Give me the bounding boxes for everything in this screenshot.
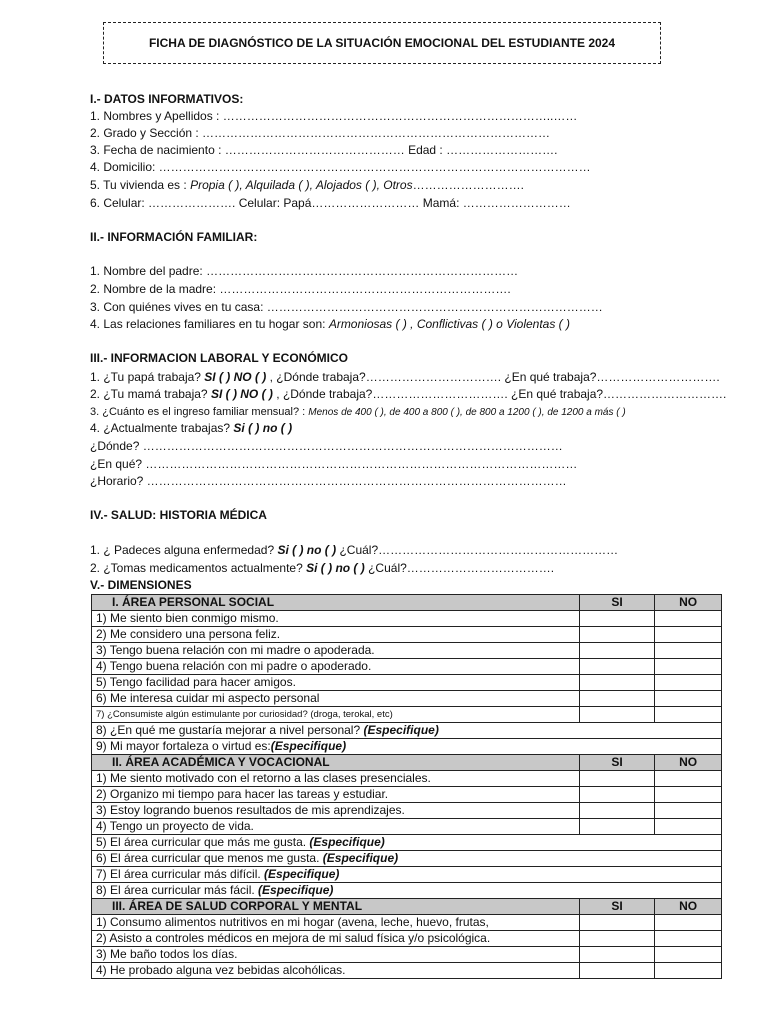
si-cell[interactable] [579,963,654,979]
relaciones-options: Armoniosas ( ) , Conflictivas ( ) o Violentas ( ) [328,317,570,331]
table-row [92,851,722,867]
row-label: 4) Tengo un proyecto de vida. [92,819,580,835]
table-row [92,739,722,755]
field-relaciones [90,316,570,332]
no-cell[interactable] [655,627,722,643]
field-papa-trabaja [90,369,720,385]
col-si: SI [579,755,654,771]
no-cell[interactable] [655,691,722,707]
field-grado: 2. Grado y Sección : …………………………………………………………………………… [90,126,551,140]
row-specify[interactable] [92,739,722,755]
table-row [92,627,722,643]
si-cell[interactable] [579,819,654,835]
table-row [92,675,722,691]
field-domicilio: 4. Domicilio: ……………………………………………………………………………………………… [90,160,591,174]
mama-options: SI ( ) NO ( ) [210,387,273,401]
no-cell[interactable] [655,803,722,819]
no-cell[interactable] [655,963,722,979]
table-row [92,723,722,739]
row-label: 3) Tengo buena relación con mi madre o apoderada. [92,643,580,659]
specify-label: (Especifique) [309,835,385,849]
si-cell[interactable] [579,787,654,803]
field-mama-trabaja [90,386,726,402]
medicamentos-rest: ¿Cuál?………………………………. [364,561,555,575]
field-actualmente-trabajas [90,420,292,436]
vivienda-dots: ………………………. [412,178,524,192]
si-cell[interactable] [579,611,654,627]
table-row [92,771,722,787]
row-label: 4) He probado alguna vez bebidas alcohólicas. [92,963,580,979]
form-title-text: FICHA DE DIAGNÓSTICO DE LA SITUACIÓN EMOCIONAL DEL ESTUDIANTE 2024 [148,36,616,50]
enfermedad-options: Si ( ) no ( ) [277,543,337,557]
si-cell[interactable] [579,675,654,691]
trabajas-options: Si ( ) no ( ) [233,421,293,435]
row-label: 3) Estoy logrando buenos resultados de mis aprendizajes. [92,803,580,819]
field-en-que: ¿En qué? ……………………………………………………………………………………………… [90,457,578,471]
no-cell[interactable] [655,611,722,627]
row-label: 9) Mi mayor fortaleza o virtud es: [96,739,271,753]
area-3-title: III. ÁREA DE SALUD CORPORAL Y MENTAL [92,899,580,915]
row-label: 7) El área curricular más difícil. [96,867,265,881]
row-specify[interactable] [92,883,722,899]
papa-options: SI ( ) NO ( ) [204,370,267,384]
row-label: 5) Tengo facilidad para hacer amigos. [92,675,580,691]
table-row [92,787,722,803]
section-3-heading: III.- INFORMACION LABORAL Y ECONÓMICO [90,351,349,365]
table-row [92,643,722,659]
form-title [103,22,661,64]
row-specify[interactable] [92,867,722,883]
col-si: SI [579,899,654,915]
field-ingreso [90,403,626,421]
no-cell[interactable] [655,819,722,835]
row-label: 7) ¿Consumiste algún estimulante por curiosidad? (droga, terokal, etc) [92,707,580,723]
no-cell[interactable] [655,771,722,787]
area-1-header [92,595,722,611]
field-fecha-edad: 3. Fecha de nacimiento : ……………………………………… Edad : ………………………. [90,143,558,157]
row-label: 2) Organizo mi tiempo para hacer las tareas y estudiar. [92,787,580,803]
row-label: 2) Asisto a controles médicos en mejora de mi salud física y/o psicológica. [92,931,580,947]
ingreso-label: 3. ¿Cuánto es el ingreso familiar mensual? : [90,406,309,418]
papa-rest: , ¿Dónde trabaja?……………………………. ¿En qué trabaja?…………………………. [266,370,720,384]
row-label: 8) ¿En qué me gustaría mejorar a nivel personal? [96,723,364,737]
no-cell[interactable] [655,707,722,723]
no-cell[interactable] [655,915,722,931]
field-nombres: 1. Nombres y Apellidos : ………………………………………………………………………..…… [90,109,578,123]
papa-label: 1. ¿Tu papá trabaja? [90,370,205,384]
si-cell[interactable] [579,707,654,723]
no-cell[interactable] [655,947,722,963]
no-cell[interactable] [655,931,722,947]
field-horario: ¿Horario? …………………………………………………………………………………………… [90,474,567,488]
row-specify[interactable] [92,835,722,851]
table-row [92,867,722,883]
row-label: 1) Me siento bien conmigo mismo. [92,611,580,627]
table-row [92,883,722,899]
field-padre: 1. Nombre del padre: …………………………………………………………………… [90,264,519,278]
col-no: NO [655,899,722,915]
row-label: 6) Me interesa cuidar mi aspecto personal [92,691,580,707]
vivienda-label: 5. Tu vivienda es : [90,178,191,192]
field-madre: 2. Nombre de la madre: ………………………………………………………………. [90,282,511,296]
field-donde: ¿Dónde? …………………………………………………………………………………………… [90,439,563,453]
col-si: SI [579,595,654,611]
col-no: NO [655,595,722,611]
si-cell[interactable] [579,803,654,819]
medicamentos-options: Si ( ) no ( ) [306,561,365,575]
field-enfermedad [90,542,618,558]
no-cell[interactable] [655,787,722,803]
ingreso-options: Menos de 400 ( ), de 400 a 800 ( ), de 800 a 1200 ( ), de 1200 a más ( ) [308,407,626,418]
specify-label: (Especifique) [363,723,439,737]
table-row [92,835,722,851]
si-cell[interactable] [579,947,654,963]
row-label: 3) Me baño todos los días. [92,947,580,963]
specify-label: (Especifique) [264,867,340,881]
mama-rest: , ¿Dónde trabaja?……………………………. ¿En qué trabaja?…………………………. [272,387,727,401]
specify-label: (Especifique) [322,851,399,865]
specify-label: (Especifique) [270,739,347,753]
specify-label: (Especifique) [258,883,334,897]
row-label: 5) El área curricular que más me gusta. [96,835,310,849]
section-2-heading: II.- INFORMACIÓN FAMILIAR: [90,230,258,244]
row-label: 8) El área curricular más fácil. [96,883,259,897]
table-row [92,931,722,947]
section-5-heading: V.- DIMENSIONES [90,578,192,592]
field-celulares: 6. Celular: …………………. Celular: Papá……………………… Mamá: ……………………… [90,196,571,210]
section-4-heading: IV.- SALUD: HISTORIA MÉDICA [90,508,267,522]
section-1-heading: I.- DATOS INFORMATIVOS: [90,92,244,106]
row-label: 6) El área curricular que menos me gusta. [96,851,323,865]
si-cell[interactable] [579,659,654,675]
table-row [92,963,722,979]
row-specify[interactable] [92,723,722,739]
table-row [92,819,722,835]
si-cell[interactable] [579,643,654,659]
row-label: 1) Consumo alimentos nutritivos en mi hogar (avena, leche, huevo, frutas, [92,915,580,931]
enfermedad-label: 1. ¿ Padeces alguna enfermedad? [90,543,278,557]
mama-label: 2. ¿Tu mamá trabaja? [90,387,211,401]
row-label: 4) Tengo buena relación con mi padre o apoderado. [92,659,580,675]
row-label: 1) Me siento motivado con el retorno a las clases presenciales. [92,771,580,787]
dimensions-table [91,594,722,979]
si-cell[interactable] [579,691,654,707]
si-cell[interactable] [579,931,654,947]
table-row [92,691,722,707]
col-no: NO [655,755,722,771]
no-cell[interactable] [655,659,722,675]
no-cell[interactable] [655,675,722,691]
si-cell[interactable] [579,627,654,643]
si-cell[interactable] [579,915,654,931]
medicamentos-label: 2. ¿Tomas medicamentos actualmente? [90,561,307,575]
table-row [92,803,722,819]
no-cell[interactable] [655,643,722,659]
area-3-header [92,899,722,915]
area-2-header [92,755,722,771]
area-2-title: II. ÁREA ACADÉMICA Y VOCACIONAL [92,755,580,771]
enfermedad-rest: ¿Cuál?…………………………………………………… [336,543,619,557]
field-vives-con: 3. Con quiénes vives en tu casa: ………………………………………………………………………… [90,300,603,314]
row-specify[interactable] [92,851,722,867]
si-cell[interactable] [579,771,654,787]
relaciones-label: 4. Las relaciones familiares en tu hogar son: [90,317,329,331]
table-row [92,947,722,963]
vivienda-options: Propia ( ), Alquilada ( ), Alojados ( ), Otros [190,178,413,192]
table-row [92,915,722,931]
table-row [92,659,722,675]
field-vivienda [90,177,524,193]
table-row [92,707,722,723]
trabajas-label: 4. ¿Actualmente trabajas? [90,421,234,435]
field-medicamentos [90,560,554,576]
row-label: 2) Me considero una persona feliz. [92,627,580,643]
area-1-title: I. ÁREA PERSONAL SOCIAL [92,595,580,611]
table-row [92,611,722,627]
